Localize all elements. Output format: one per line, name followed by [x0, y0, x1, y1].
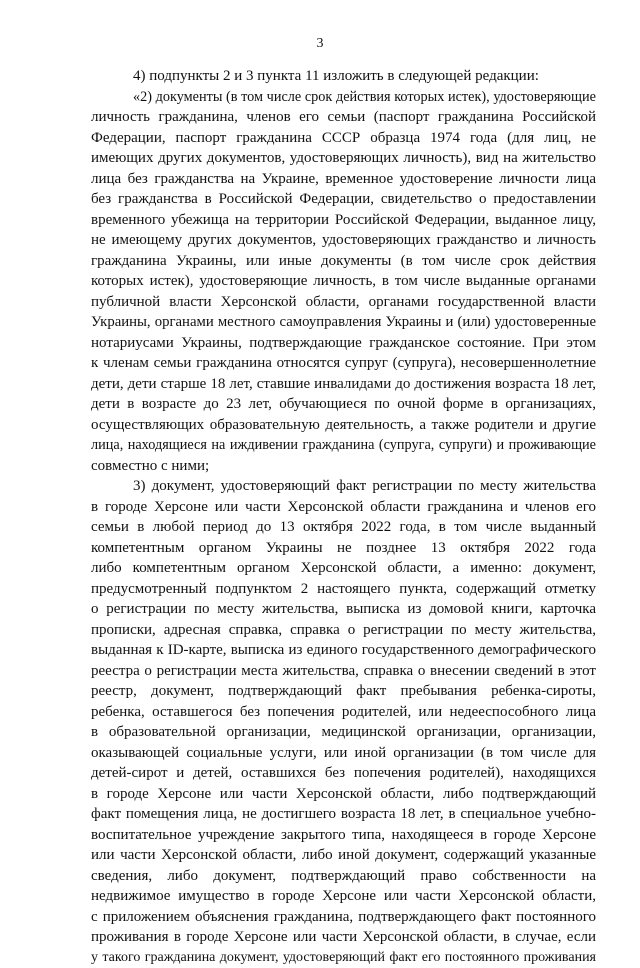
text-line: о регистрации по месту жительства, выписка из домовой книги, карточка: [91, 599, 596, 620]
text-line: семьи в любой период до 13 октября 2022 года, в том числе выданный: [91, 517, 596, 538]
text-line: дети в возрасте до 23 лет, обучающиеся по очной форме в организациях,: [91, 394, 596, 415]
text-line: осуществляющих образовательную деятельность, а также родители и другие: [91, 415, 596, 436]
text-line: без гражданства в Российской Федерации, свидетельство о предоставлении: [91, 189, 596, 210]
text-line: нотариусами Украины, подтверждающие гражданское состояние. При этом: [91, 333, 596, 354]
page-number: 3: [0, 36, 640, 52]
document-body: [91, 66, 596, 968]
text-line: воспитательное учреждение закрытого типа, находящееся в городе Херсоне: [91, 825, 596, 846]
text-line: либо компетентным органом Херсонской области, а именно: документ,: [91, 558, 596, 579]
text-line: «2) документы (в том числе срок действия которых истек), удостоверяющие: [91, 87, 596, 108]
text-line: реестра о регистрации места жительства, справка о внесении сведений в этот: [91, 661, 596, 682]
text-line: лица без гражданства на Украине, временное удостоверение личности лица: [91, 169, 596, 190]
text-line: 4) подпункты 2 и 3 пункта 11 изложить в следующей редакции:: [91, 66, 596, 87]
text-line: которых истек), удостоверяющие личность, в том числе выданные органами: [91, 271, 596, 292]
text-line: предусмотренный подпунктом 2 настоящего пункта, содержащий отметку: [91, 579, 596, 600]
text-line: дети, дети старше 18 лет, ставшие инвалидами до достижения возраста 18 лет,: [91, 374, 596, 395]
text-line: недвижимое имущество в городе Херсоне или части Херсонской области,: [91, 886, 596, 907]
text-line: проживания в городе Херсоне или части Херсонской области, в случае, если: [91, 927, 596, 948]
text-line: прописки, адресная справка, справка о регистрации по месту жительства,: [91, 620, 596, 641]
text-line: или части Херсонской области, либо иной документ, содержащий указанные: [91, 845, 596, 866]
text-line: факт помещения лица, не достигшего возраста 18 лет, в специальное учебно-: [91, 804, 596, 825]
text-line: сведения, либо документ, подтверждающий право собственности на: [91, 866, 596, 887]
text-line: публичной власти Херсонской области, органами государственной власти: [91, 292, 596, 313]
text-line: временного убежища на территории Российской Федерации, выданное лицу,: [91, 210, 596, 231]
text-line: совместно с ними;: [91, 456, 596, 477]
text-line: компетентным органом Украины не позднее 13 октября 2022 года: [91, 538, 596, 559]
text-line: лица, находящиеся на иждивении гражданина (супруга, супруги) и проживающие: [91, 435, 596, 456]
text-line: имеющих других документов, удостоверяющих личность), вид на жительство: [91, 148, 596, 169]
text-line: у такого гражданина документ, удостоверяющий факт его постоянного проживания: [91, 948, 596, 968]
text-line: не имеющему других документов, удостоверяющих гражданство и личность: [91, 230, 596, 251]
text-line: оказывающей социальные услуги, или иной организации (в том числе для: [91, 743, 596, 764]
text-line: с приложением объяснения гражданина, подтверждающего факт постоянного: [91, 907, 596, 928]
text-line: реестр, документ, подтверждающий факт пребывания ребенка-сироты,: [91, 681, 596, 702]
text-line: ребенка, оставшегося без попечения родителей, или недееспособного лица: [91, 702, 596, 723]
text-line: Федерации, паспорт гражданина СССР образца 1974 года (для лиц, не: [91, 128, 596, 149]
text-line: выданная к ID-карте, выписка из единого государственного демографического: [91, 640, 596, 661]
text-line: детей-сирот и детей, оставшихся без попечения родителей), находящихся: [91, 763, 596, 784]
text-line: 3) документ, удостоверяющий факт регистрации по месту жительства: [91, 476, 596, 497]
text-line: в городе Херсоне или части Херсонской области, либо подтверждающий: [91, 784, 596, 805]
text-line: к членам семьи гражданина относятся супруг (супруга), несовершеннолетние: [91, 353, 596, 374]
text-line: Украины, органами местного самоуправления Украины и (или) удостоверенные: [91, 312, 596, 333]
text-line: гражданина Украины, или иные документы (в том числе срок действия: [91, 251, 596, 272]
text-line: в городе Херсоне или части Херсонской области гражданина и членов его: [91, 497, 596, 518]
text-line: личность гражданина, членов его семьи (паспорт гражданина Российской: [91, 107, 596, 128]
text-line: в образовательной организации, медицинской организации, организации,: [91, 722, 596, 743]
